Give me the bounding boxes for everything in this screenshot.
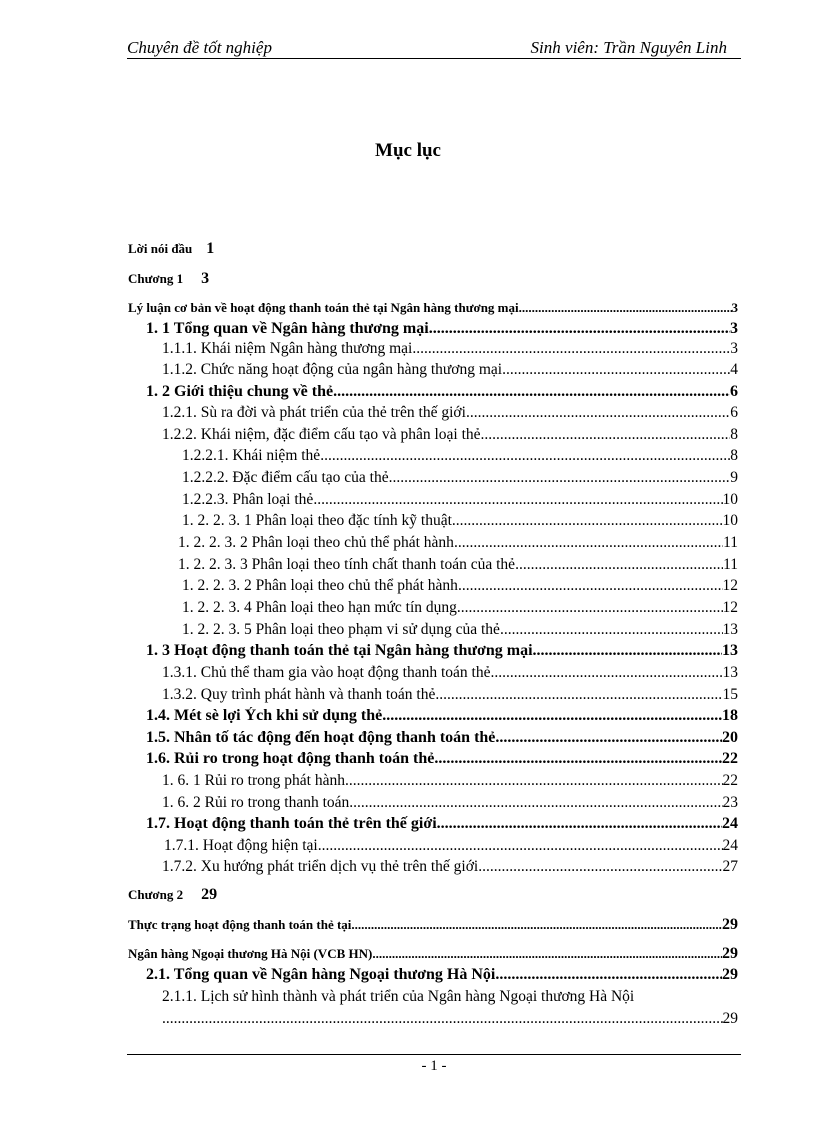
toc-entry[interactable] — [178, 534, 738, 552]
toc-entry-page: 18 — [722, 707, 738, 724]
toc-entry[interactable] — [182, 447, 738, 465]
header-right: Sinh viên: Trần Nguyên Linh — [530, 38, 727, 57]
toc-entry-label: 1.2.2.3. Phân loại thẻ — [182, 491, 314, 508]
toc-entry[interactable] — [162, 858, 738, 876]
toc-entry-label: 1. 3 Hoạt động thanh toán thẻ tại Ngân hàng thương mại — [146, 642, 533, 659]
toc-entry-wrapped-leader[interactable] — [162, 1010, 738, 1028]
toc-entry[interactable] — [162, 794, 738, 812]
toc-entry-page: 13 — [722, 664, 738, 681]
toc-entry-label: 1. 2. 2. 3. 4 Phân loại theo hạn mức tín dụng — [182, 599, 457, 616]
toc-entry-page: 11 — [723, 534, 738, 551]
toc-intro[interactable] — [128, 240, 214, 258]
toc-entry-label: 1.5. Nhân tố tác động đến hoạt động thanh toán thẻ — [146, 729, 496, 746]
toc-entry-label: 1. 2. 2. 3. 5 Phân loại theo phạm vi sử dụng của thẻ — [182, 621, 500, 638]
toc-entry[interactable] — [146, 815, 738, 833]
toc-entry-page: 8 — [730, 426, 738, 443]
toc-entry-label: 1.2.2. Khái niệm, đặc điểm cấu tạo và phân loại thẻ — [162, 426, 481, 443]
toc-entry-page: 3 — [730, 340, 738, 357]
toc-entry-label: 1.7.1. Hoạt động hiện tại — [164, 837, 318, 854]
toc-entry-page: 10 — [722, 512, 738, 529]
toc-entry-page: 6 — [730, 383, 738, 400]
toc-chapter-2-page: 29 — [201, 886, 218, 903]
toc-entry[interactable] — [182, 469, 738, 487]
toc-entry-page: 15 — [722, 686, 738, 703]
page-header — [127, 36, 741, 59]
toc-entry-label: 1.7. Hoạt động thanh toán thẻ trên thế giới — [146, 815, 437, 832]
page-footer — [127, 1054, 741, 1075]
toc-entry[interactable] — [146, 750, 738, 768]
toc-entry-label: 1.7.2. Xu hướng phát triển dịch vụ thẻ trên thế giới — [162, 858, 479, 875]
toc-entry-page: 3 — [730, 320, 738, 337]
toc-entry-label: 1.1.1. Khái niệm Ngân hàng thương mại — [162, 340, 413, 357]
toc-entry-page: 22 — [722, 750, 738, 767]
toc-entry-page: 20 — [722, 729, 738, 746]
toc-entry[interactable] — [128, 300, 738, 316]
toc-entry-page: 6 — [730, 404, 738, 421]
toc-entry-page: 29 — [722, 916, 738, 933]
toc-entry-label: 1. 2. 2. 3. 2 Phân loại theo chủ thể phát hành — [182, 577, 458, 594]
toc-entry-page: 24 — [722, 837, 738, 854]
toc-entry[interactable] — [182, 491, 738, 509]
toc-entry-page: 24 — [722, 815, 738, 832]
toc-entry[interactable] — [146, 729, 738, 747]
toc-entry[interactable] — [162, 340, 738, 358]
toc-chapter-2[interactable] — [128, 886, 217, 904]
toc-entry[interactable] — [128, 916, 738, 934]
toc-entry-page: 3 — [731, 300, 738, 315]
toc-entry-page: 12 — [722, 577, 738, 594]
toc-entry-page: 8 — [730, 447, 738, 464]
toc-entry[interactable] — [162, 404, 738, 422]
toc-entry[interactable] — [182, 577, 738, 595]
toc-entry-label: 2.1. Tổng quan về Ngân hàng Ngoại thương Hà Nội — [146, 966, 496, 983]
toc-entry-page: 13 — [722, 621, 738, 638]
toc-entry-label: 1. 6. 1 Rủi ro trong phát hành — [162, 772, 345, 789]
toc-entry-label: 1.3.1. Chủ thể tham gia vào hoạt động thanh toán thẻ — [162, 664, 491, 681]
toc-entry-page: 4 — [730, 361, 738, 378]
toc-entry[interactable] — [182, 599, 738, 617]
toc-intro-page: 1 — [206, 240, 215, 257]
toc-entry-page: 27 — [722, 858, 738, 875]
toc-entry-page: 29 — [722, 945, 738, 962]
toc-entry-page: 13 — [722, 642, 738, 659]
toc-entry-wrapped-label[interactable]: 2.1.1. Lịch sử hình thành và phát triển của Ngân hàng Ngoại thương Hà Nội — [162, 988, 635, 1005]
toc-entry[interactable] — [146, 966, 738, 984]
toc-entry-label: 1.2.2.2. Đặc điểm cấu tạo của thẻ — [182, 469, 389, 486]
page-number: - 1 - — [421, 1058, 447, 1074]
toc-entry[interactable] — [162, 361, 738, 379]
header-left: Chuyên đề tốt nghiệp — [127, 38, 272, 57]
toc-entry-label: 1. 2. 2. 3. 2 Phân loại theo chủ thể phát hành — [178, 534, 454, 551]
toc-entry-page: 29 — [722, 1010, 738, 1027]
toc-entry-label: 1.1.2. Chức năng hoạt động của ngân hàng thương mại — [162, 361, 503, 378]
toc-entry-label: 1. 2 Giới thiệu chung về thẻ — [146, 383, 334, 400]
toc-entry-label: 1. 2. 2. 3. 1 Phân loại theo đặc tính kỹ thuật — [182, 512, 452, 529]
toc-entry[interactable] — [146, 383, 738, 401]
toc-entry[interactable] — [162, 772, 738, 790]
toc-entry-page: 9 — [730, 469, 738, 486]
toc-entry[interactable] — [164, 837, 738, 855]
toc-entry[interactable] — [146, 707, 738, 725]
toc-chapter-1-label: Chương 1 — [128, 271, 184, 286]
toc-chapter-1[interactable] — [128, 270, 209, 288]
page-title: Mục lục — [375, 140, 441, 161]
toc-chapter-1-page: 3 — [201, 270, 210, 287]
toc-entry-label: Ngân hàng Ngoại thương Hà Nội (VCB HN) — [128, 946, 373, 961]
toc-entry-label: 1.4. Mét sè lợi Ých khi sử dụng thẻ — [146, 707, 383, 724]
toc-entry-page: 29 — [722, 966, 738, 983]
toc-entry[interactable] — [178, 556, 738, 574]
toc-entry-label: 1.2.1. Sù ra đời và phát triển của thẻ trên thế giới — [162, 404, 466, 421]
toc-entry[interactable] — [182, 512, 738, 530]
toc-chapter-2-label: Chương 2 — [128, 887, 184, 902]
toc-entry-page: 11 — [723, 556, 738, 573]
toc-entry[interactable] — [182, 621, 738, 639]
toc-intro-label: Lời nói đầu — [128, 241, 193, 256]
toc-entry[interactable] — [146, 320, 738, 338]
toc-entry[interactable] — [162, 664, 738, 682]
toc-entry[interactable] — [162, 686, 738, 704]
toc-entry-label: 1.3.2. Quy trình phát hành và thanh toán thẻ — [162, 686, 436, 703]
toc-entry-label: Thực trạng hoạt động thanh toán thẻ tại — [128, 917, 352, 932]
toc-entry[interactable] — [128, 945, 738, 963]
toc-entry-page: 22 — [722, 772, 738, 789]
toc-entry-label: Lý luận cơ bản về hoạt động thanh toán thẻ tại Ngân hàng thương mại — [128, 300, 519, 315]
toc-entry-page: 23 — [722, 794, 738, 811]
toc-entry[interactable] — [146, 642, 738, 660]
toc-entry-label: 1. 1 Tổng quan về Ngân hàng thương mại — [146, 320, 429, 337]
toc-entry-page: 10 — [722, 491, 738, 508]
toc-entry-label: 1.6. Rủi ro trong hoạt động thanh toán thẻ — [146, 750, 435, 767]
toc-entry-page: 12 — [722, 599, 738, 616]
toc-entry-label: 1. 2. 2. 3. 3 Phân loại theo tính chất thanh toán của thẻ — [178, 556, 516, 573]
toc-entry-label: 1. 6. 2 Rủi ro trong thanh toán — [162, 794, 350, 811]
toc-entry-label: 1.2.2.1. Khái niệm thẻ — [182, 447, 321, 464]
toc-entry[interactable] — [162, 426, 738, 444]
